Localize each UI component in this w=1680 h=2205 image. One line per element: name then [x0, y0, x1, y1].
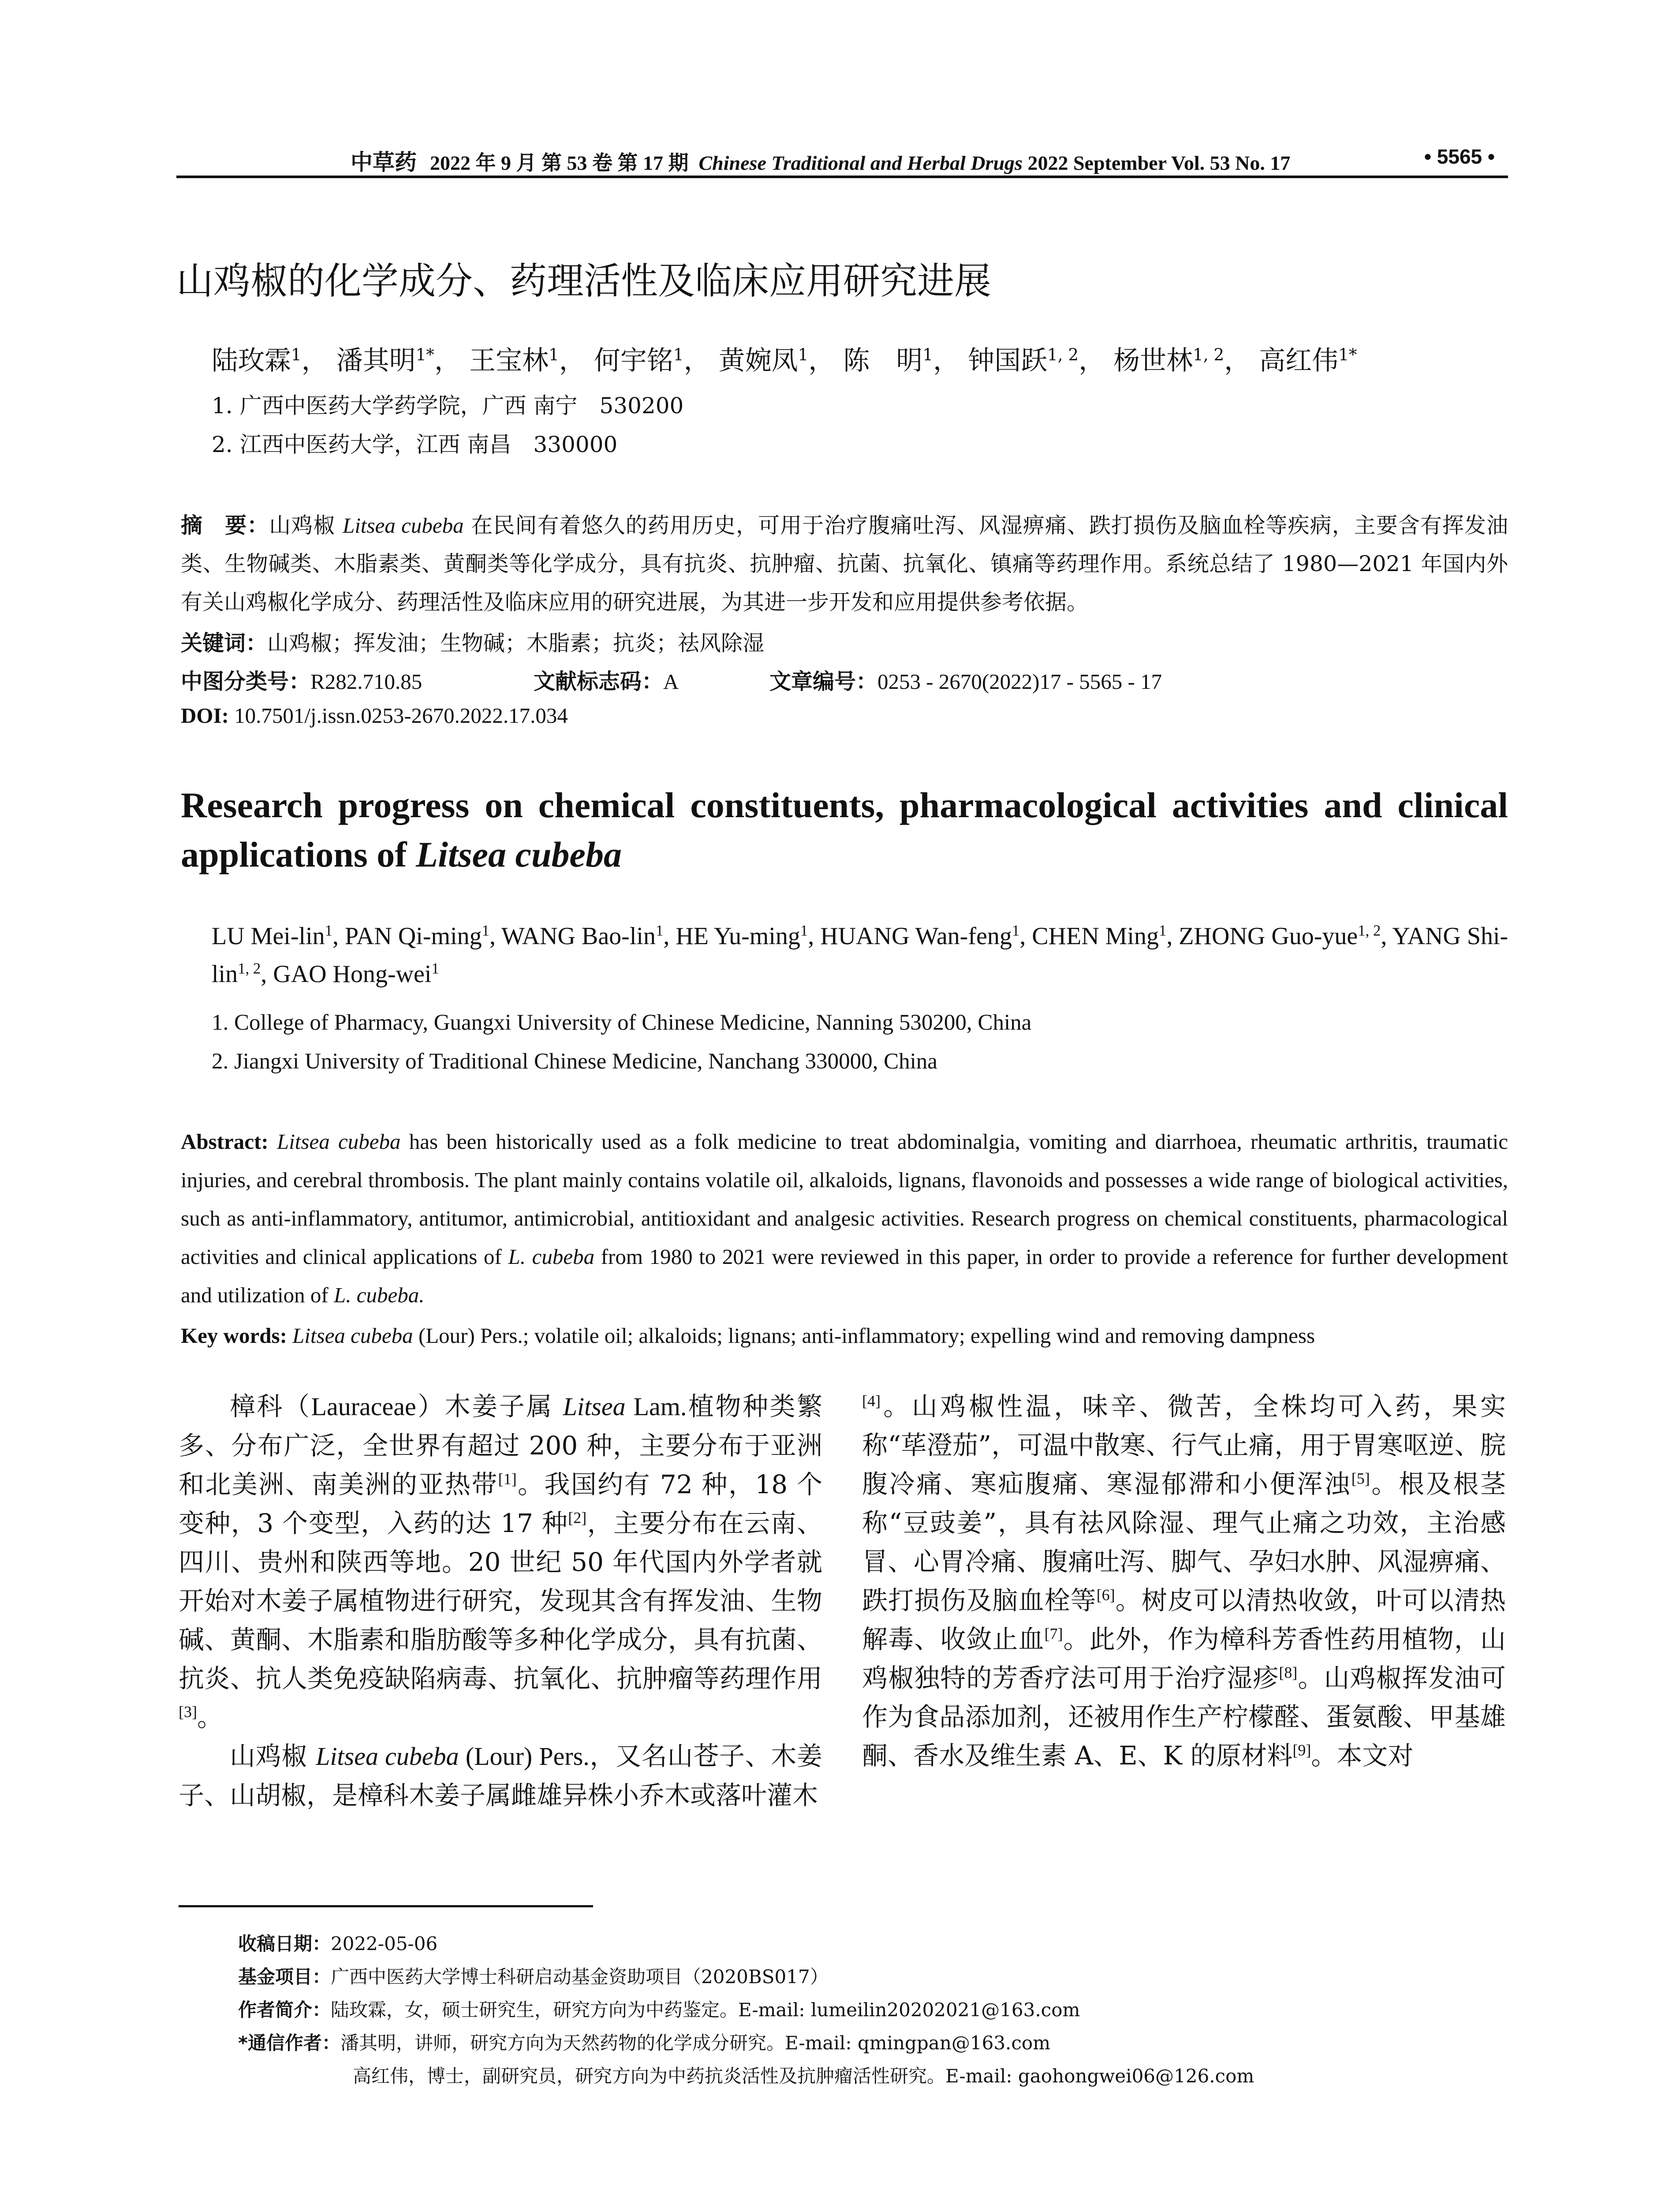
header-rule	[176, 176, 1508, 178]
footnote-rule	[179, 1905, 593, 1907]
citation: [4]	[862, 1392, 881, 1410]
cn-author: 钟国跃$^{1, 2}$	[968, 345, 1079, 376]
page-number: • 5565 •	[1424, 145, 1495, 168]
footnote-received: 收稿日期：2022-05-06	[238, 1933, 438, 1955]
footnote-corresponding-2: 高红伟，博士，副研究员，研究方向为中药抗炎活性及抗肿瘤活性研究。E-mail: gaohongwei06@126.com	[353, 2065, 1254, 2087]
body-column-left	[179, 1387, 822, 1815]
journal-name-en: Chinese Traditional and Herbal Drugs	[698, 152, 1023, 174]
running-header	[176, 145, 1508, 176]
body-paragraph-1: 樟科（Lauraceae）木姜子属 Litsea Lam.植物种类繁多、分布广泛，全世界有超过 200 种，主要分布于亚洲和北美洲、南美洲的亚热带[1]。我国约有 72 种，18 个变种，3 个变型，入药的达 17 种[2]，主要分布在云南、四川、贵州和陕西等地。20 世纪 50 年代国内外学者就开始对木姜子属植物进行研究，发现其含有挥发油、生物碱、黄酮、木脂素和脂肪酸等多种化学成分，具有抗菌、抗炎、抗人类免疫缺陷病毒、抗氧化、抗肿瘤等药理作用[3]。	[179, 1391, 822, 1732]
cn-affiliation-1: 1. 广西中医药大学药学院，广西 南宁 530200	[212, 393, 684, 419]
body-column-right	[862, 1387, 1506, 1775]
en-author: GAO Hong-wei$^1$	[273, 960, 439, 988]
en-affiliation-1: 1. College of Pharmacy, Guangxi University of Chinese Medicine, Nanning 530200, China	[212, 1010, 1032, 1035]
citation: [8]	[1279, 1663, 1298, 1682]
body-paragraph-2-start: 山鸡椒 Litsea cubeba (Lour) Pers.，又名山苍子、木姜子、山胡椒，是樟科木姜子属雌雄异株小乔木或落叶灌木	[179, 1741, 822, 1810]
footnote-fund: 基金项目：广西中医药大学博士科研启动基金资助项目（2020BS017）	[238, 1966, 829, 1988]
en-author: WANG Bao-lin$^1$	[501, 922, 664, 950]
en-author: YANG Shi-lin$^{1, 2}$	[212, 923, 1508, 988]
en-keywords: Key words: Litsea cubeba (Lour) Pers.; volatile oil; alkaloids; lignans; anti-inflammatory; expelling wind and removing dampness	[181, 1323, 1315, 1348]
en-title: Research progress on chemical constituents, pharmacological activities and clinical applications of Litsea cubeba	[181, 785, 1508, 875]
footnote-corresponding: *通信作者：潘其明，讲师，研究方向为天然药物的化学成分研究。E-mail: qmingpan@163.com	[238, 2032, 1051, 2054]
en-author: CHEN Ming$^1$	[1032, 922, 1167, 950]
citation: [1]	[498, 1470, 517, 1488]
issue-en: 2022 September Vol. 53 No. 17	[1027, 152, 1291, 174]
en-author: HE Yu-ming$^1$	[676, 922, 808, 950]
en-author: LU Mei-lin$^1$	[212, 922, 332, 950]
cn-document-code: 文献标志码：A	[534, 669, 679, 694]
cn-classification: 中图分类号：R282.710.85	[181, 669, 422, 694]
cn-author: 陈 明$^1$	[843, 345, 933, 376]
cn-keywords: 关键词：山鸡椒；挥发油；生物碱；木脂素；抗炎；祛风除湿	[181, 631, 765, 656]
cn-author: 杨世林$^{1, 2}$	[1113, 345, 1225, 376]
cn-author-list: 陆玫霖$^1$， 潘其明$^{1*}$， 王宝林$^1$， 何宇铭$^1$， 黄婉凤$^1$， 陈 明$^1$， 钟国跃$^{1, 2}$， 杨世林$^{1, 2}$， 高红伟$^{1*}$	[212, 345, 1357, 376]
body-paragraph-2-continued: [4]。山鸡椒性温，味辛、微苦，全株均可入药，果实称“荜澄茄”，可温中散寒、行气止痛，用于胃寒呕逆、脘腹冷痛、寒疝腹痛、寒湿郁滞和小便浑浊[5]。根及根茎称“豆豉姜”，具有祛风除湿、理气止痛之功效，主治感冒、心胃冷痛、腹痛吐泻、脚气、孕妇水肿、风湿痹痛、跌打损伤及脑血栓等[6]。树皮可以清热收敛，叶可以清热解毒、收敛止血[7]。此外，作为樟科芳香性药用植物，山鸡椒独特的芳香疗法可用于治疗湿疹[8]。山鸡椒挥发油可作为食品添加剂，还被用作生产柠檬醛、蛋氨酸、甲基雄酮、香水及维生素 A、E、K 的原材料[9]。本文对	[862, 1391, 1506, 1771]
en-abstract: Abstract: Litsea cubeba has been historically used as a folk medicine to treat abdominalgia, vomiting and diarrhoea, rheumatic arthritis, traumatic injuries, and cerebral thrombosis. The plant mainly contains volatile oil, alkaloids, lignans, flavonoids and possesses a wide range of biological activities, such as anti-inflammatory, antitumor, antimicrobial, antitioxidant and analgesic activities. Research progress on chemical constituents, pharmacological activities and clinical applications of L. cubeba from 1980 to 2021 were reviewed in this paper, in order to provide a reference for further development and utilization of L. cubeba.	[181, 1129, 1508, 1307]
cn-affiliation-2: 2. 江西中医药大学，江西 南昌 330000	[212, 432, 618, 457]
cn-abstract-label: 摘 要：	[181, 513, 269, 538]
en-author: ZHONG Guo-yue$^{1, 2}$	[1179, 922, 1381, 950]
citation: [6]	[1096, 1586, 1115, 1604]
header-journal-info	[351, 145, 1290, 176]
citation: [3]	[179, 1703, 197, 1721]
en-affiliation-2: 2. Jiangxi University of Traditional Chinese Medicine, Nanchang 330000, China	[212, 1049, 937, 1074]
issue-cn: 2022 年 9 月 第 53 卷 第 17 期	[430, 152, 689, 174]
en-author-list: LU Mei-lin$^1$, PAN Qi-ming$^1$, WANG Bao-lin$^1$, HE Yu-ming$^1$, HUANG Wan-feng$^1$, CHEN Ming$^1$, ZHONG Guo-yue$^{1, 2}$, YANG Shi-lin$^{1, 2}$, GAO Hong-wei$^1$	[212, 922, 1508, 988]
cn-abstract: 摘 要：山鸡椒 Litsea cubeba 在民间有着悠久的药用历史，可用于治疗腹痛吐泻、风湿痹痛、跌打损伤及脑血栓等疾病，主要含有挥发油类、生物碱类、木脂素类、黄酮类等化学成分，具有抗炎、抗肿瘤、抗菌、抗氧化、镇痛等药理作用。系统总结了 1980—2021 年国内外有关山鸡椒化学成分、药理活性及临床应用的研究进展，为其进一步开发和应用提供参考依据。	[181, 513, 1508, 615]
cn-author: 潘其明$^{1*}$	[336, 345, 435, 376]
en-author: PAN Qi-ming$^1$	[344, 922, 489, 950]
cn-author: 黄婉凤$^1$	[718, 345, 809, 376]
cn-author: 王宝林$^1$	[469, 345, 559, 376]
cn-author: 何宇铭$^1$	[594, 345, 684, 376]
citation: [2]	[568, 1509, 587, 1527]
cn-author: 高红伟$^{1*}$	[1259, 345, 1357, 376]
doi: DOI: 10.7501/j.issn.0253-2670.2022.17.034	[181, 703, 568, 728]
en-abstract-label: Abstract:	[181, 1129, 269, 1154]
citation: [5]	[1351, 1469, 1370, 1487]
cn-article-number: 文章编号：0253 - 2670(2022)17 - 5565 - 17	[769, 669, 1162, 694]
cn-title: 山鸡椒的化学成分、药理活性及临床应用研究进展	[176, 259, 992, 303]
footnote-author-bio: 作者简介：陆玫霖，女，硕士研究生，研究方向为中药鉴定。E-mail: lumeilin20202021@163.com	[238, 1999, 1080, 2021]
citation: [9]	[1292, 1741, 1311, 1759]
cn-author: 陆玫霖$^1$	[212, 345, 302, 376]
citation: [7]	[1044, 1625, 1063, 1643]
en-author: HUANG Wan-feng$^1$	[820, 922, 1020, 950]
journal-name-cn: 中草药	[351, 149, 417, 175]
